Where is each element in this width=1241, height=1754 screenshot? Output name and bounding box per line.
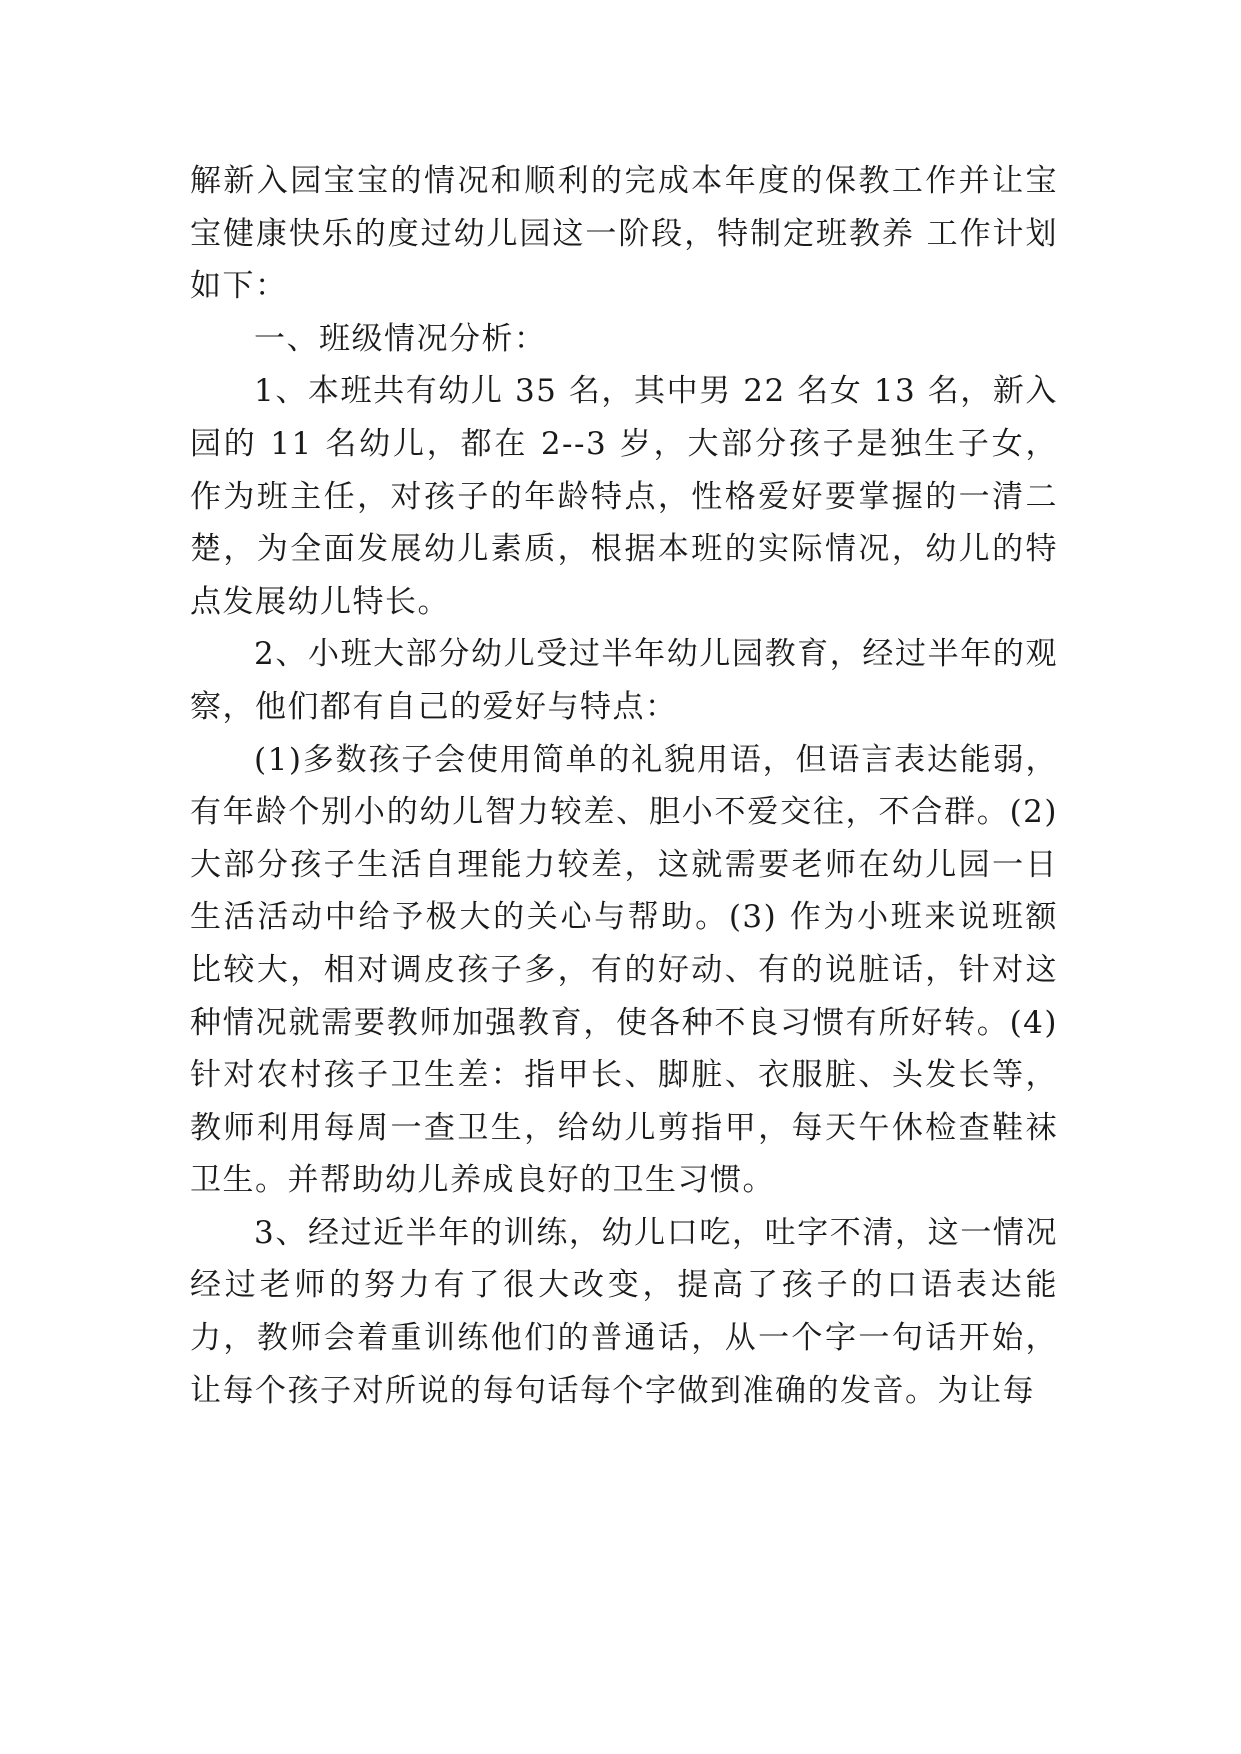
section-heading-class-analysis: 一、班级情况分析： [254, 320, 547, 357]
intro-paragraph: 解新入园宝宝的情况和顺利的完成本年度的保教工作并让宝宝健康快乐的度过幼儿园这一阶段，特制定班教养 工作计划 如下： [190, 163, 1058, 305]
paragraph-item-3: 3、经过近半年的训练，幼儿口吃，吐字不清，这一情况经过老师的努力有了很大改变，提高了孩子的口语表达能力，教师会着重训练他们的普通话，从一个字一句话开始，让每个孩子对所说的每句话每个字做到准确的发音。为让每 [190, 1214, 1058, 1409]
paragraph-item-1: 1、本班共有幼儿 35 名，其中男 22 名女 13 名，新入园的 11 名幼儿，都在 2--3 岁，大部分孩子是独生子女，作为班主任，对孩子的年龄特点，性格爱好要掌握的一清二楚，为全面发展幼儿素质，根据本班的实际情况，幼儿的特点发展幼儿特长。 [190, 373, 1058, 620]
paragraph-item-2-details: (1)多数孩子会使用简单的礼貌用语，但语言表达能弱，有年龄个别小的幼儿智力较差、胆小不爱交往，不合群。(2)大部分孩子生活自理能力较差，这就需要老师在幼儿园一日生活活动中给予极大的关心与帮助。(3) 作为小班来说班额比较大，相对调皮孩子多，有的好动、有的说脏话，针对这种情况就需要教师加强教育，使各种不良习惯有所好转。(4)针对农村孩子卫生差：指甲长、脚脏、衣服脏、头发长等，教师利用每周一查卫生，给幼儿剪指甲，每天午休检查鞋袜卫生。并帮助幼儿养成良好的卫生习惯。 [190, 741, 1058, 1199]
paragraph-item-2: 2、小班大部分幼儿受过半年幼儿园教育，经过半年的观察，他们都有自己的爱好与特点： [190, 636, 1058, 725]
document-body [190, 155, 1058, 1417]
